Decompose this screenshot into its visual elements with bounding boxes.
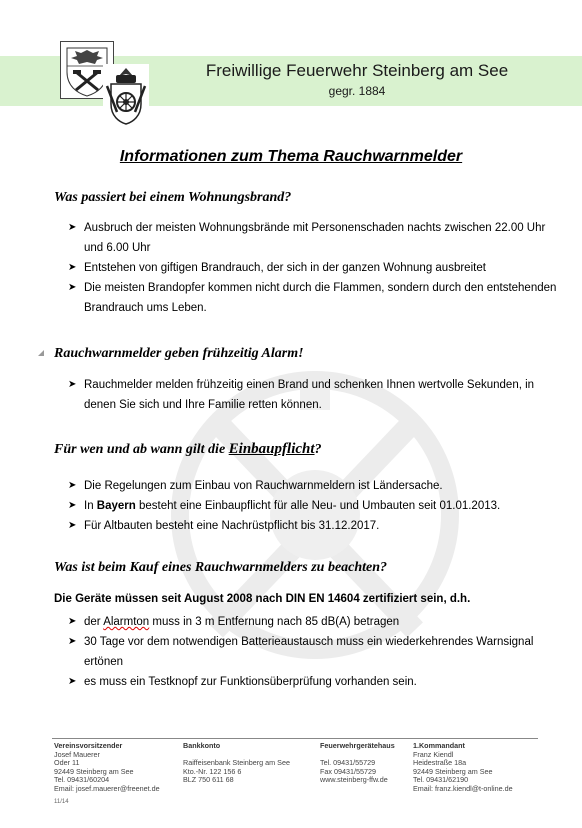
arrow-bullet-icon: ➤ — [68, 222, 77, 233]
list-item: ➤ Für Altbauten besteht eine Nachrüstpflicht bis 31.12.2017. — [0, 516, 560, 536]
section-heading-alarm: Rauchwarnmelder geben frühzeitig Alarm! — [54, 346, 304, 361]
list-item: ➤ 30 Tage vor dem notwendigen Batterieaustausch muss ein wiederkehrendes Warnsignal ertönen — [0, 632, 560, 672]
founding-year: gegr. 1884 — [328, 84, 386, 98]
arrow-bullet-icon: ➤ — [68, 262, 77, 273]
footer-divider — [52, 738, 538, 739]
spellcheck-word: Alarmton — [103, 616, 150, 628]
arrow-bullet-icon: ➤ — [68, 636, 77, 647]
einbaupflicht-emphasis: Einbaupflicht — [228, 441, 315, 457]
bullet-list-kauf — [0, 612, 560, 692]
section-heading-kauf: Was ist beim Kauf eines Rauchwarnmelders zu beachten? — [54, 560, 388, 575]
footer-firehouse: Feuerwehrgerätehaus Tel. 09431/55729 Fax 09431/55729 www.steinberg-ffw.de — [320, 741, 395, 785]
fire-brigade-emblem-logo — [103, 64, 149, 126]
list-item: ➤ Entstehen von giftigen Brandrauch, der sich in der ganzen Wohnung ausbreitet — [0, 258, 560, 278]
arrow-bullet-icon: ➤ — [68, 480, 77, 491]
list-item: ➤ In Bayern besteht eine Einbaupflicht für alle Neu- und Umbauten seit 01.01.2013. — [0, 496, 560, 516]
list-item: ➤ Die meisten Brandopfer kommen nicht durch die Flammen, sondern durch den entstehenden Brandrauch ums Leben. — [0, 278, 560, 318]
commander-email-link[interactable]: Email: franz.kiendl@t-online.de — [413, 783, 513, 793]
arrow-bullet-icon: ➤ — [68, 500, 77, 511]
organization-name: Freiwillige Feuerwehr Steinberg am See — [205, 61, 509, 80]
bullet-list-einbaupflicht — [0, 476, 560, 536]
list-item: ➤ Ausbruch der meisten Wohnungsbrände mit Personenschaden nachts zwischen 22.00 Uhr und 6.00 Uhr — [0, 218, 560, 258]
bayern-bold: Bayern — [96, 500, 136, 512]
collapse-triangle-icon[interactable] — [38, 350, 44, 356]
section-heading-einbaupflicht: Für wen und ab wann gilt die Einbaupflicht? — [54, 441, 322, 457]
arrow-bullet-icon: ➤ — [68, 520, 77, 531]
footer-chairman: Vereinsvorsitzender Josef Mauerer Oder 11 92449 Steinberg am See Tel. 09431/60204 Email: josef.mauerer@freenet.de — [54, 741, 160, 793]
footer-bank: Bankkonto Raiffeisenbank Steinberg am See Kto.-Nr. 122 156 6 BLZ 750 611 68 — [183, 741, 290, 785]
document-title: Informationen zum Thema Rauchwarnmelder — [119, 148, 463, 165]
bullet-list-wohnungsbrand — [0, 218, 560, 318]
bullet-list-alarm — [0, 375, 560, 415]
list-item: ➤ Rauchmelder melden frühzeitig einen Brand und schenken Ihnen wertvolle Sekunden, in denen Sie sich und Ihre Familie retten können. — [0, 375, 560, 415]
arrow-bullet-icon: ➤ — [68, 616, 77, 627]
list-item: ➤ der Alarmton muss in 3 m Entfernung nach 85 dB(A) betragen — [0, 612, 560, 632]
list-item: ➤ es muss ein Testknopf zur Funktionsüberprüfung vorhanden sein. — [0, 672, 560, 692]
page-code: 11/14 — [54, 799, 69, 805]
list-item: ➤ Die Regelungen zum Einbau von Rauchwarnmeldern ist Ländersache. — [0, 476, 560, 496]
firehouse-website-link[interactable]: www.steinberg-ffw.de — [320, 775, 388, 785]
arrow-bullet-icon: ➤ — [68, 282, 77, 293]
arrow-bullet-icon: ➤ — [68, 379, 77, 390]
section-heading-wohnungsbrand: Was passiert bei einem Wohnungsbrand? — [54, 190, 292, 205]
footer-commander: 1.Kommandant Franz Kiendl Heidestraße 18a 92449 Steinberg am See Tel. 09431/62190 Email: franz.kiendl@t-online.de — [413, 741, 513, 793]
arrow-bullet-icon: ➤ — [68, 676, 77, 687]
din-requirement-text: Die Geräte müssen seit August 2008 nach DIN EN 14604 zertifiziert sein, d.h. — [54, 593, 471, 605]
